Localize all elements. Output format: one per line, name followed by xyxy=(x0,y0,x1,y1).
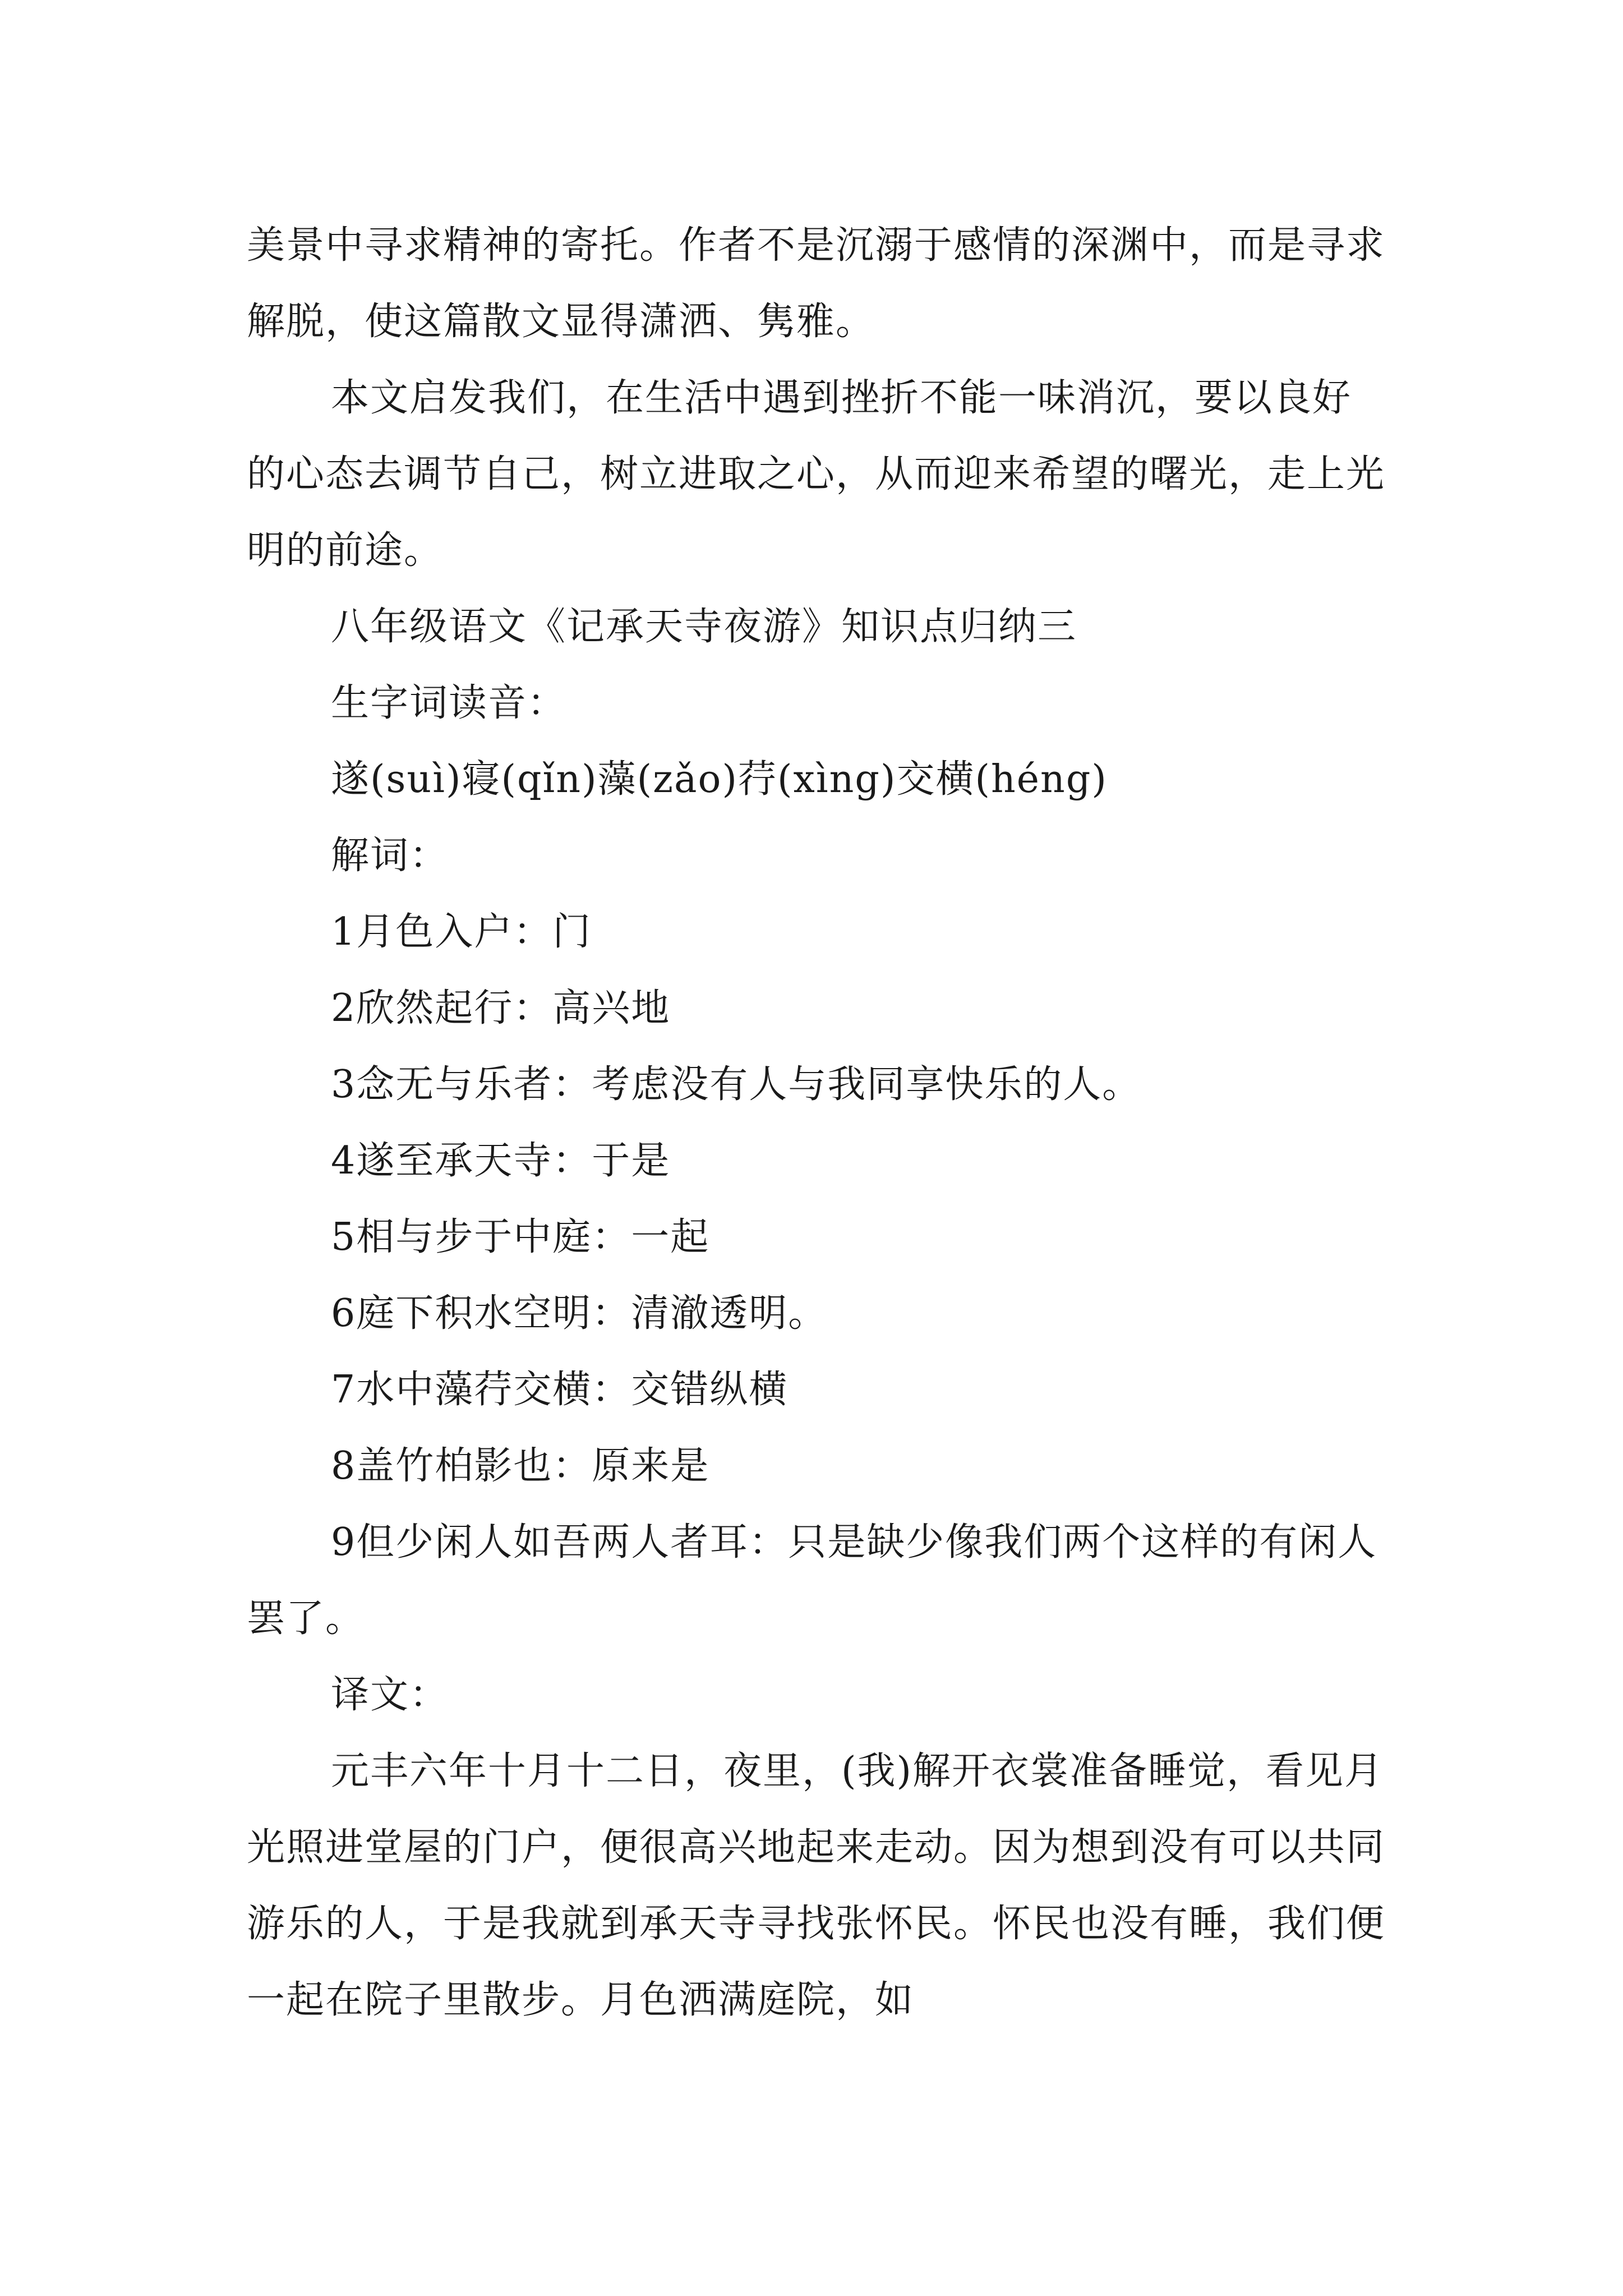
vocabulary-item: 1月色入户：门 xyxy=(331,910,592,954)
vocabulary-item: 2欣然起行：高兴地 xyxy=(331,986,671,1030)
paragraph-intro: 美景中寻求精神的寄托。作者不是沉溺于感情的深渊中，而是寻求解脱，使这篇散文显得潇洒、隽雅。 xyxy=(247,223,1386,344)
vocabulary-item: 4遂至承天寺：于是 xyxy=(331,1139,671,1183)
pronunciation-heading: 生字词读音： xyxy=(331,681,567,725)
vocabulary-item: 7水中藻荇交横：交错纵横 xyxy=(331,1368,789,1412)
vocabulary-item: 5相与步于中庭：一起 xyxy=(331,1215,710,1259)
translation-text: 元丰六年十月十二日，夜里，(我)解开衣裳准备睡觉，看见月光照进堂屋的门户，便很高兴地起来走动。因为想到没有可以共同游乐的人，于是我就到承天寺寻找张怀民。怀民也没有睡，我们便一起在院子里散步。月色洒满庭院，如 xyxy=(247,1749,1386,2022)
translation-heading: 译文： xyxy=(331,1673,449,1717)
vocabulary-item: 9但少闲人如吾两人者耳：只是缺少像我们两个这样的有闲人罢了。 xyxy=(247,1520,1377,1641)
pronunciation-line: 遂(suì)寝(qǐn)藻(zǎo)荇(xìng)交横(héng) xyxy=(331,757,1108,802)
section-title: 八年级语文《记承天寺夜游》知识点归纳三 xyxy=(331,605,1077,649)
vocabulary-item: 8盖竹柏影也：原来是 xyxy=(331,1444,710,1488)
vocabulary-item: 3念无与乐者：考虑没有人与我同享快乐的人。 xyxy=(331,1062,1142,1107)
vocabulary-item: 6庭下积水空明：清澈透明。 xyxy=(331,1291,828,1336)
document-body xyxy=(247,208,1385,2039)
paragraph-inspiration: 本文启发我们，在生活中遇到挫折不能一味消沉，要以良好的心态去调节自己，树立进取之心，从而迎来希望的曙光，走上光明的前途。 xyxy=(247,376,1386,573)
vocabulary-heading: 解词： xyxy=(331,834,449,878)
